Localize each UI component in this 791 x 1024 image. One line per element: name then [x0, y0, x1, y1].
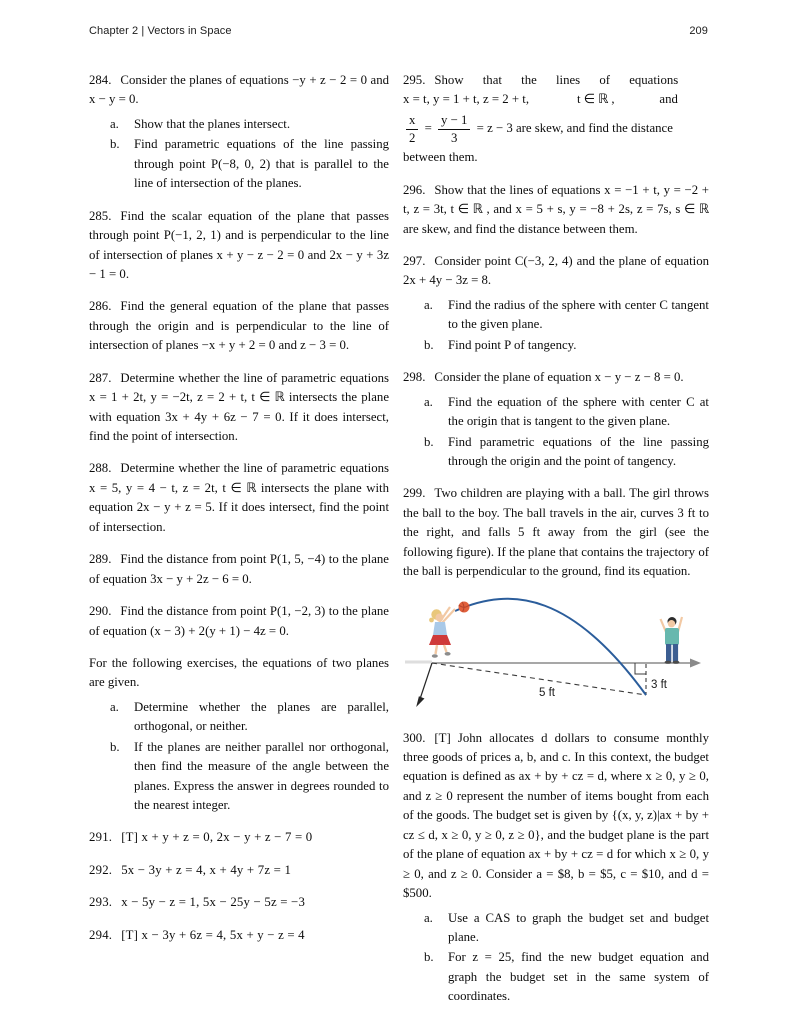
exercise-text: Find the general equation of the plane that passes through the origin and is perpendicular to the line of intersection of planes −x + y + 2 = 0 and z − 3 = 0. [89, 299, 389, 353]
subitem-label: a. [424, 297, 433, 312]
girl-top [433, 622, 447, 635]
exercise-number: 285. [89, 208, 112, 223]
fraction-denominator: 2 [409, 130, 416, 145]
subitem-text: Find parametric equations of the line passing through the origin and the point of tangency. [448, 434, 709, 468]
exercise-number: 286. [89, 299, 112, 314]
exercise-text-line1: Show that the lines of equations [434, 73, 679, 87]
depth-axis-arrowhead [416, 696, 424, 707]
girl-figure [429, 607, 455, 658]
subitem-a [424, 393, 709, 432]
exercise-286 [89, 297, 389, 355]
subitem-text: Find point P of tangency. [448, 337, 577, 352]
girl-shoe-right [445, 652, 451, 656]
subitem-label: a. [424, 910, 433, 925]
exercise-text: Show that the lines of equations x = −1 + t, y = −2 + t, z = 3t, t ∈ ℝ , and x = 5 + s, y = −8 + 2s, z = 7s, s ∈ ℝ are skew, and find the distance between them. [403, 182, 709, 236]
ball [459, 601, 470, 612]
exercise-number: 291. [89, 830, 113, 845]
exercise-294 [89, 926, 389, 945]
subitem-text: Use a CAS to graph the budget set and budget plane. [448, 910, 709, 944]
subitem-text: Determine whether the planes are parallel, orthogonal, or neither. [134, 699, 389, 734]
exercise-number: 287. [89, 370, 112, 385]
exercise-297 [403, 252, 709, 355]
exercise-subitems [89, 115, 389, 194]
exercise-300 [403, 729, 709, 1007]
exercise-subitems [89, 698, 389, 816]
exercise-298 [403, 368, 709, 471]
page-number: 209 [689, 25, 708, 37]
exercise-number: 294. [89, 927, 113, 942]
boy-shoe-left [665, 660, 672, 663]
right-column [403, 71, 709, 1020]
exercise-number: 299. [403, 486, 426, 501]
exercise-fraction-line [403, 113, 709, 145]
subitem-a [424, 296, 709, 335]
equals-sign: = [424, 120, 432, 135]
exercise-number: 293. [89, 895, 113, 910]
subitem-a [110, 115, 389, 134]
exercise-subitems [403, 296, 709, 355]
boy-leg-left [666, 644, 671, 662]
fraction-numerator: y − 1 [438, 113, 470, 130]
exercise-text: Consider the plane of equation x − y − z − 8 = 0. [434, 370, 684, 385]
exercise-text: [T] x − 3y + 6z = 4, 5x + y − z = 4 [121, 927, 305, 942]
exercise-text: Determine whether the line of parametric equations x = 5, y = 4 − t, z = 2t, t ∈ ℝ intersects the plane with equation 2x − y + z = 5. If it does intersect, find the point of intersection. [89, 461, 389, 534]
subitem-text: If the planes are neither parallel nor orthogonal, then find the measure of the angle between the planes. Express the answer in degrees rounded to the nearest integer. [134, 739, 389, 812]
exercise-299 [403, 484, 709, 581]
boy-head [668, 620, 675, 627]
subitem-text: Find the radius of the sphere with center C tangent to the given plane. [448, 297, 709, 332]
left-column [89, 71, 389, 958]
exercise-292 [89, 861, 389, 880]
figure-canvas [403, 595, 708, 717]
exercise-number: 289. [89, 552, 112, 567]
subitem-label: a. [424, 394, 433, 409]
exercise-number: 284. [89, 73, 112, 87]
exercise-number: 300. [403, 730, 426, 745]
exercise-289 [89, 550, 389, 589]
exercise-number: 297. [403, 254, 426, 269]
subitem-label: a. [110, 116, 119, 131]
girl-leg-left [436, 645, 438, 654]
exercise-number: 296. [403, 182, 426, 197]
subitem-text: Show that the planes intersect. [134, 116, 291, 131]
subitem-text: Find parametric equations of the line passing through point P(−8, 0, 2) that is parallel to the line of intersection of the planes. [134, 137, 389, 191]
exercise-number: 288. [89, 461, 112, 476]
intro-text: For the following exercises, the equations of two planes are given. [89, 655, 389, 690]
exercise-text: Consider point C(−3, 2, 4) and the plane of equation 2x + 4y − 3z = 8. [403, 254, 709, 288]
exercise-text-line4: between them. [403, 150, 478, 165]
subitem-a [424, 909, 709, 948]
running-header: Chapter 2 | Vectors in Space [89, 25, 232, 37]
girl-shoe-left [432, 654, 438, 658]
boy-shirt [665, 628, 679, 645]
exercise-text: x − 5y − z = 1, 5x − 25y − 5z = −3 [121, 895, 306, 910]
exercise-text: [T] x + y + z = 0, 2x − y + z − 7 = 0 [121, 830, 313, 845]
subitem-label: b. [424, 337, 434, 352]
subitem-b [424, 433, 709, 472]
exercise-text-line3: = z − 3 are skew, and find the distance [476, 120, 673, 135]
exercise-number: 292. [89, 862, 113, 877]
exercise-text-line2: x = t, y = 1 + t, z = 2 + t, t ∈ ℝ , and [403, 92, 678, 107]
exercise-number: 290. [89, 604, 112, 619]
subitem-text: For z = 25, find the new budget equation and graph the budget set in the same system of coordinates. [448, 950, 709, 1004]
girl-skirt [429, 635, 451, 645]
exercise-text: Consider the planes of equations −y + z − 2 = 0 and x − y = 0. [89, 73, 389, 107]
exercise-text: Find the scalar equation of the plane that passes through point P(−1, 2, 1) and is perpendicular to the line of intersection of planes x + y − z − 2 = 0 and 2x − y + 3z − 1 = 0. [89, 208, 389, 281]
girl-leg-right [444, 645, 447, 652]
boy-figure [661, 617, 683, 664]
exercise-number: 298. [403, 370, 426, 385]
label-5ft: 5 ft [539, 686, 555, 699]
subitem-b [110, 738, 389, 816]
exercise-text: 5x − 3y + z = 4, x + 4y + 7z = 1 [121, 862, 292, 877]
exercise-text: [T] John allocates d dollars to consume monthly three goods of prices a, b, and c. In this context, the budget equation is defined as ax + by + cz = d, where x ≥ 0, y ≥ 0, and z ≥ 0 represent the number of items bought from each of the goods. The budget set is given by {(x, y, z)|ax + by + cz ≤ d, x ≥ 0, y ≥ 0, z ≥ 0}, and the budget plane is the part of the plane of equation ax + by + cz = d for which x ≥ 0, y ≥ 0, and z ≥ 0. Consider a = $8, b = $5, c = $10, and d = $500. [403, 730, 709, 901]
exercise-subitems [403, 393, 709, 472]
exercise-284 [89, 71, 389, 194]
exercise-288 [89, 459, 389, 537]
exercise-285 [89, 207, 389, 285]
exercise-296 [403, 181, 709, 239]
fraction-denominator: 3 [451, 130, 458, 145]
exercise-subitems [403, 909, 709, 1007]
exercise-295 [403, 71, 709, 168]
ball-trajectory-figure [403, 595, 709, 717]
subitem-a [110, 698, 389, 737]
depth-axis [420, 663, 432, 699]
exercise-text: Determine whether the line of parametric equations x = 1 + 2t, y = −2t, z = 2 + t, t ∈ ℝ intersects the plane with equation 3x + 4y + 6z − 7 = 0. If it does intersect, find the point of intersection. [89, 370, 389, 443]
exercise-text: Two children are playing with a ball. The girl throws the ball to the boy. The ball travels in the air, curves 3 ft to the right, and falls 5 ft away from the girl (see the following figure). If the plane that contains the trajectory of the ball is perpendicular to the ground, find its equation. [403, 486, 709, 579]
subitem-b [110, 135, 389, 193]
fraction [406, 113, 418, 145]
subitem-b [424, 948, 709, 1006]
subitem-label: b. [424, 434, 434, 449]
exercise-287 [89, 369, 389, 447]
exercise-number: 295. [403, 73, 426, 87]
subitem-label: b. [110, 739, 120, 754]
label-3ft: 3 ft [651, 678, 667, 691]
exercise-text: Find the distance from point P(1, 5, −4) to the plane of equation 3x − y + 2z − 6 = 0. [89, 552, 389, 586]
subitem-text: Find the equation of the sphere with center C at the origin that is tangent to the given plane. [448, 394, 709, 429]
subitem-label: b. [110, 137, 120, 152]
right-angle-marker [635, 663, 646, 674]
exercise-291 [89, 828, 389, 847]
subitem-label: b. [424, 950, 434, 965]
exercise-text: Find the distance from point P(1, −2, 3) to the plane of equation (x − 3) + 2(y + 1) − 4z = 0. [89, 604, 389, 638]
subitem-b [424, 336, 709, 355]
subitem-label: a. [110, 699, 119, 714]
fraction-numerator: x [406, 113, 418, 130]
exercise-290 [89, 602, 389, 641]
boy-shoe-right [673, 660, 680, 663]
boy-leg-right [673, 644, 678, 662]
exercise-293 [89, 893, 389, 912]
fraction [438, 113, 470, 145]
ground-axis-arrowhead [690, 658, 701, 667]
exercise-group-intro [89, 654, 389, 816]
girl-ponytail [429, 617, 434, 622]
